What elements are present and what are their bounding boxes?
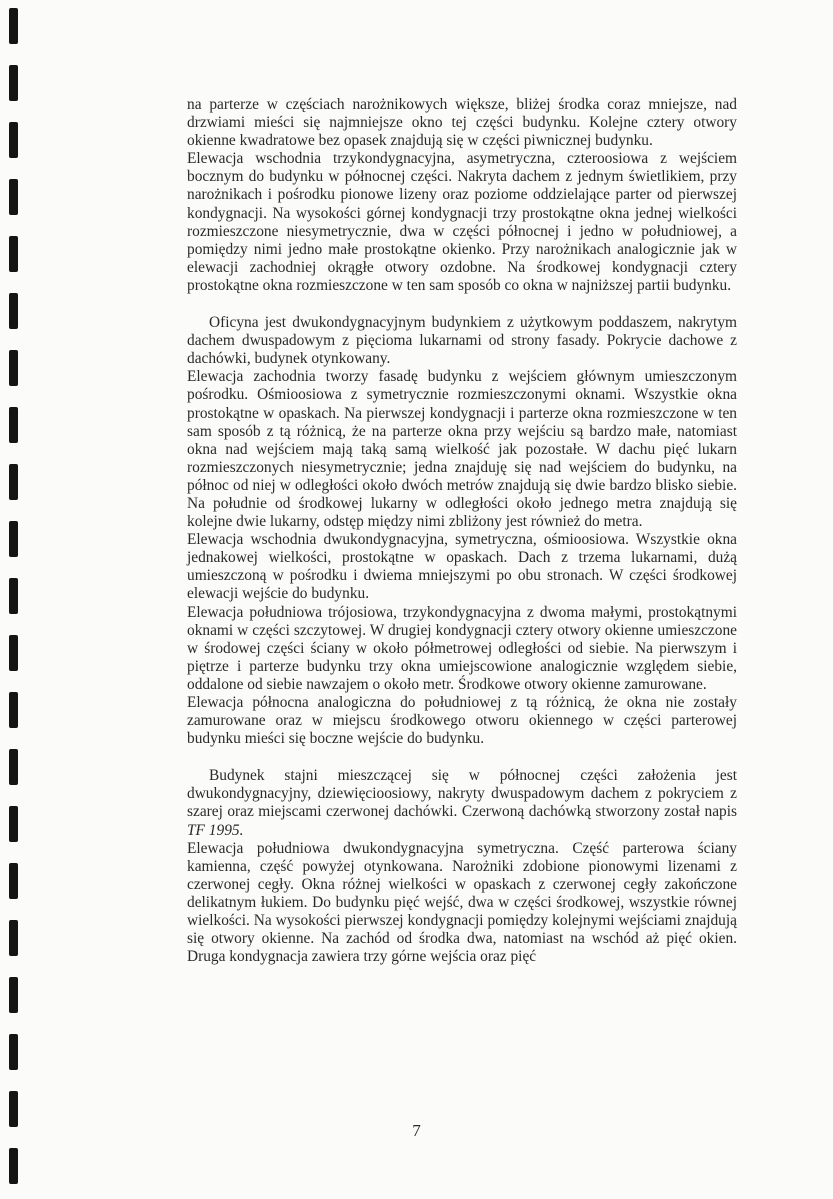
paragraph: Elewacja wschodnia dwukondygnacyjna, symetryczna, ośmioosiowa. Wszystkie okna jednakowej wielkości, prostokątne w opaskach. Dach z trzema lukarnami, dużą umieszczoną w pośrodku i dwiema mniejszymi po obu stronach. W części środkowej elewacji wejście do budynku. [187,531,737,603]
binding-hole [9,8,18,44]
body-text [187,96,737,966]
paragraph-gap [187,748,737,767]
paragraph-gap [187,295,737,314]
binding-hole [9,350,18,386]
binding-hole [9,806,18,842]
paragraph: Oficyna jest dwukondygnacyjnym budynkiem z użytkowym poddaszem, nakrytym dachem dwuspadowym z pięcioma lukarnami od strony fasady. Pokrycie dachowe z dachówki, budynek otynkowany. [187,314,737,368]
paragraph: Elewacja południowa trójosiowa, trzykondygnacyjna z dwoma małymi, prostokątnymi oknami w części szczytowej. W drugiej kondygnacji cztery otwory okienne umieszczone w środowej części ściany w około półmetrowej odległości od siebie. Na pierwszym i piętrze i parterze budynku trzy okna umiejscowione analogicznie względem siebie, oddalone od siebie nawzajem o około metr. Środkowe otwory okienne zamurowane. [187,603,737,693]
paragraph: Elewacja zachodnia tworzy fasadę budynku z wejściem głównym umieszczonym pośrodku. Ośmioosiowa z symetrycznie rozmieszczonymi oknami. Wszystkie okna prostokątne w opaskach. Na pierwszej kondygnacji i parterze okna rozmieszczone w ten sam sposób z tą różnicą, że na parterze okna przy wejściu są bardzo małe, natomiast okna nad wejściem mają taką samą wielkość jak pozostałe. W dachu pięć lukarn rozmieszczonych niesymetrycznie; jedna znajduję się nad wejściem do budynku, na północ od niej w odległości około dwóch metrów znajdują się dwie bardzo blisko siebie. Na południe od środkowej lukarny w odległości około jednego metra znajdują się kolejne dwie lukarny, odstęp między nimi zbliżony jest również do metra. [187,368,737,531]
paragraph [187,767,737,839]
paragraph: na parterze w częściach narożnikowych większe, bliżej środka coraz mniejsze, nad drzwiami mieści się najmniejsze okno tej części budynku. Kolejne cztery otwory okienne kwadratowe bez opasek znajdują się w części piwnicznej budynku. [187,96,737,150]
binding-hole [9,1034,18,1070]
binding-hole [9,179,18,215]
paragraph-text: Budynek stajni mieszczącej się w północnej części założenia jest dwukondygnacyjny, dziewięcioosiowy, nakryty dwuspadowym dachem z pokryciem z szarej oraz miejscami czerwonej dachówki. Czerwoną dachówką stworzony został napis [187,767,737,821]
page-number: 7 [412,1121,421,1140]
binding-hole [9,464,18,500]
spiral-binding [9,0,21,1199]
binding-hole [9,977,18,1013]
binding-hole [9,1148,18,1184]
binding-hole [9,749,18,785]
binding-hole [9,293,18,329]
binding-hole [9,692,18,728]
binding-hole [9,122,18,158]
binding-hole [9,236,18,272]
inscription-text: TF 1995. [187,821,244,839]
binding-hole [9,407,18,443]
binding-hole [9,635,18,671]
paragraph: Elewacja wschodnia trzykondygnacyjna, asymetryczna, czteroosiowa z wejściem bocznym do budynku w północnej części. Nakryta dachem z jednym świetlikiem, przy narożnikach i pośrodku pionowe lizeny oraz poziome oddzielające parter od pierwszej kondygnacji. Na wysokości górnej kondygnacji trzy prostokątne okna jednej wielkości rozmieszczone niesymetrycznie, dwa w części północnej i jedno w południowej, a pomiędzy nimi jedno małe prostokątne okienko. Przy narożnikach analogicznie jak w elewacji zachodniej okrągłe otwory ozdobne. Na środkowej kondygnacji cztery prostokątne okna rozmieszczone w ten sam sposób co okna w najniższej partii budynku. [187,150,737,294]
paragraph: Elewacja południowa dwukondygnacyjna symetryczna. Część parterowa ściany kamienna, część powyżej otynkowana. Narożniki zdobione pionowymi lizenami z czerwonej cegły. Okna różnej wielkości w opaskach z czerwonej cegły zakończone delikatnym łukiem. Do budynku pięć wejść, dwa w części środkowej, wszystkie równej wielkości. Na wysokości pierwszej kondygnacji pomiędzy kolejnymi wejściami znajdują się otwory okienne. Na zachód od środka dwa, natomiast na wschód aż pięć okien. Druga kondygnacja zawiera trzy górne wejścia oraz pięć [187,839,737,966]
binding-hole [9,863,18,899]
binding-hole [9,920,18,956]
binding-hole [9,521,18,557]
paragraph: Elewacja północna analogiczna do południowej z tą różnicą, że okna nie zostały zamurowane oraz w miejscu środkowego otworu okiennego w części parterowej budynku mieści się boczne wejście do budynku. [187,694,737,748]
binding-hole [9,578,18,614]
binding-hole [9,65,18,101]
